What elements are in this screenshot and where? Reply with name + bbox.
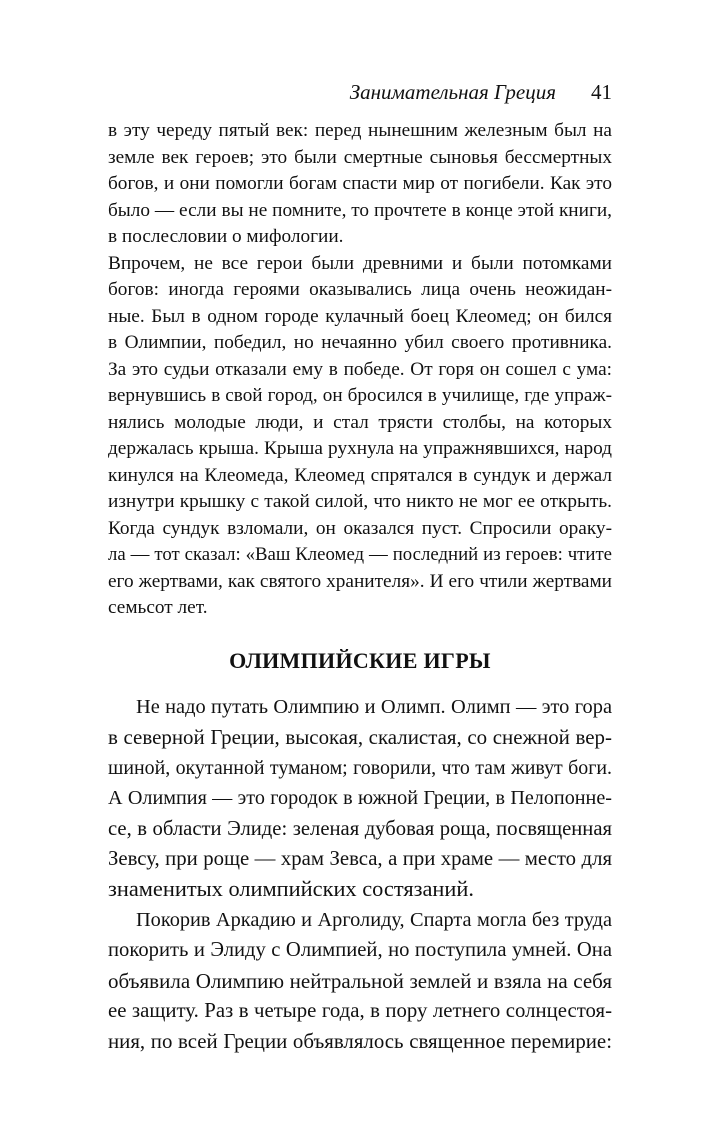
body-text-small xyxy=(108,118,612,622)
text-line: семьсот лет. xyxy=(108,597,208,618)
text-line: За это судьи отказали ему в победе. От горя он сошел с ума: xyxy=(108,358,612,380)
text-line: его жертвами, как святого хранителя». И его чтили жертвами xyxy=(108,570,612,592)
text-line: нялись молодые люди, и стал трясти столбы, на которых xyxy=(108,411,612,433)
text-line: Не надо путать Олимпию и Олимп. Олимп — это гора xyxy=(136,696,612,718)
text-line: держалась крыша. Крыша рухнула на упражнявшихся, народ xyxy=(108,438,612,459)
text-line: в послесловии о мифологии. xyxy=(108,226,344,247)
text-line: в северной Греции, высокая, скалистая, со снежной вер- xyxy=(108,725,612,750)
text-line: объявила Олимпию нейтральной землей и взяла на себя xyxy=(108,968,612,993)
text-line: земле век героев; это были смертные сыновья бессмертных xyxy=(108,146,612,168)
text-line: в Олимпии, победил, но нечаянно убил своего противника. xyxy=(108,332,612,353)
text-line: Покорив Аркадию и Арголиду, Спарта могла без труда xyxy=(136,908,612,931)
text-line: шиной, окутанной туманом; говорили, что там живут боги. xyxy=(108,756,612,779)
text-line: се, в области Элиде: зеленая дубовая роща, посвященная xyxy=(108,817,612,840)
text-line: было — если вы не помните, то прочтете в конце этой книги, xyxy=(108,199,612,221)
text-line: ла — тот сказал: «Ваш Клеомед — последний из героев: чтите xyxy=(108,544,612,565)
text-line: ее защиту. Раз в четыре года, в пору летнего солнцестоя- xyxy=(108,999,612,1023)
text-line: знаменитых олимпийских состязаний. xyxy=(108,876,474,902)
text-line: Впрочем, не все герои были древними и были потомками xyxy=(108,252,612,274)
text-line: богов: иногда героями оказывались лица очень неожидан- xyxy=(108,279,612,300)
text-line: ния, по всей Греции объявлялось священное перемирие: xyxy=(108,1029,612,1054)
text-line: Зевсу, при роще — храм Зевса, а при храме — место для xyxy=(108,847,612,871)
section-heading: ОЛИМПИЙСКИЕ ИГРЫ xyxy=(229,648,491,673)
text-line: покорить и Элиду с Олимпией, но поступила умней. Она xyxy=(108,939,612,962)
text-line: изнутри крышку с такой силой, что никто не мог ее открыть. xyxy=(108,491,612,512)
page-header xyxy=(108,80,612,106)
text-line: ные. Был в одном городе кулачный боец Клеомед; он бился xyxy=(108,305,612,327)
text-line: вернувшись в свой город, он бросился в училище, где упраж- xyxy=(108,385,612,406)
page-number: 41 xyxy=(591,80,612,104)
text-line: в эту череду пятый век: перед нынешним железным был на xyxy=(108,120,612,141)
running-title: Занимательная Греция xyxy=(349,80,556,104)
text-line: богов, и они помогли богам спасти мир от погибели. Как это xyxy=(108,173,612,194)
text-line: кинулся на Клеомеда, Клеомед спрятался в сундук и держал xyxy=(108,464,612,486)
text-line: Когда сундук взломали, он оказался пуст. Спросили ораку- xyxy=(108,517,612,539)
body-text-large xyxy=(108,692,612,1057)
text-line: А Олимпия — это городок в южной Греции, в Пелопонне- xyxy=(108,787,612,810)
